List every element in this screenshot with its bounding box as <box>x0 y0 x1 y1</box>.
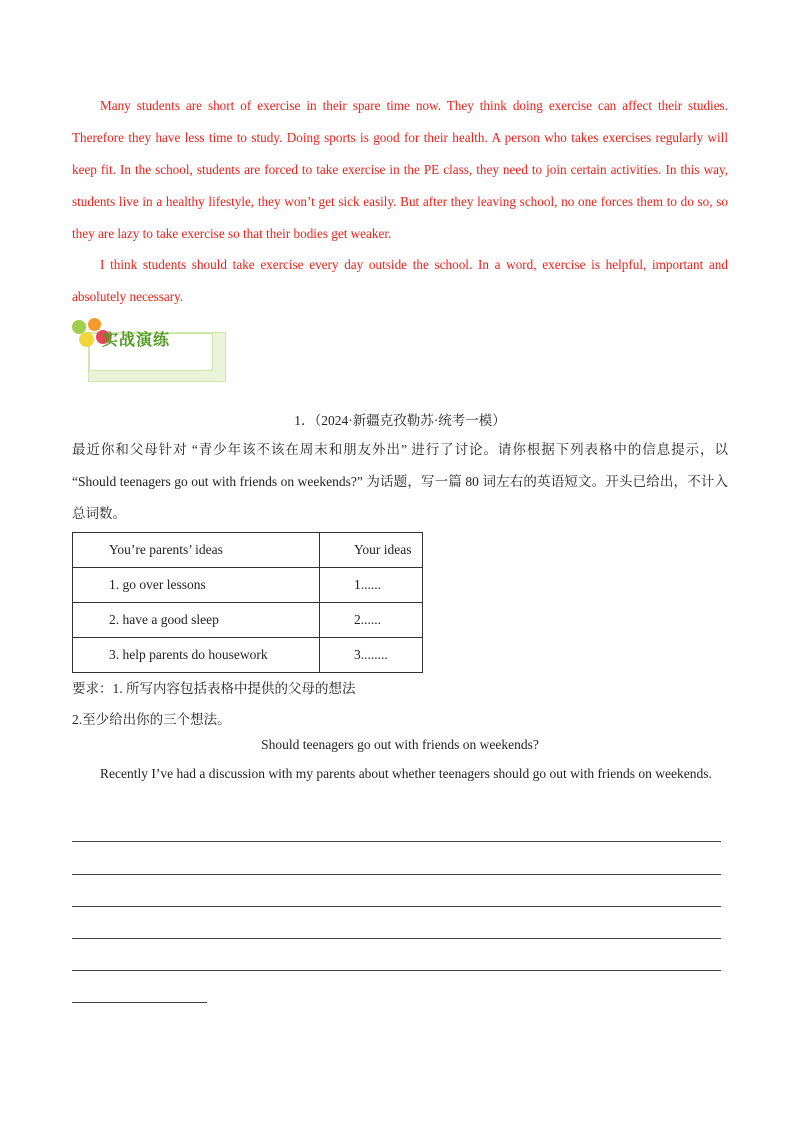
sample-paragraph-1: Many students are short of exercise in their spare time now. They think doing exercise can affect their studies. Therefore they have less time to study. Doing sports is good for their health. A person who takes exercises regularly will keep fit. In the school, students are forced to take exercise in the PE class, they need to join certain activities. In this way, students live in a healthy lifestyle, they won’t get sick easily. But after they leaving school, no one forces them to do so, so they are lazy to take exercise so that their bodies get weaker. <box>72 98 728 241</box>
essay-title: Should teenagers go out with friends on weekends? <box>261 737 539 752</box>
writing-line[interactable] <box>72 1002 207 1003</box>
flower-petal-icon <box>79 332 94 347</box>
question-prompt: 最近你和父母针对 “青少年该不该在周末和朋友外出” 进行了讨论。请你根据下列表格中的信息提示，以 “Should teenagers go out with friends on weekends?” 为话题，写一篇 80 词左右的英语短文。开头已给出，不计入总词数。 <box>72 442 728 521</box>
parent-idea-cell: 2. have a good sleep <box>73 603 320 638</box>
writing-line[interactable] <box>72 841 721 842</box>
essay-opening: Recently I’ve had a discussion with my parents about whether teenagers should go out with friends on weekends. <box>100 766 712 781</box>
sample-paragraph-2: I think students should take exercise every day outside the school. In a word, exercise is helpful, important and absolutely necessary. <box>72 257 728 304</box>
table-row <box>73 568 423 603</box>
your-idea-cell: 2...... <box>320 603 423 638</box>
parent-idea-cell: 3. help parents do housework <box>73 638 320 673</box>
flower-petal-icon <box>88 318 101 331</box>
table-row <box>73 603 423 638</box>
writing-line[interactable] <box>72 874 721 875</box>
table-header-row <box>73 533 423 568</box>
writing-line[interactable] <box>72 970 721 971</box>
requirement-2: 2.至少给出你的三个想法。 <box>72 712 231 727</box>
your-idea-cell: 3........ <box>320 638 423 673</box>
header-your-ideas: Your ideas <box>320 533 423 568</box>
ideas-table <box>72 532 423 673</box>
writing-line[interactable] <box>72 938 721 939</box>
table-row <box>73 638 423 673</box>
writing-line[interactable] <box>72 906 721 907</box>
question-title: 1．（2024·新疆克孜勒苏·统考一模） <box>294 413 506 428</box>
header-parents-ideas: You’re parents’ ideas <box>73 533 320 568</box>
requirement-1: 要求：1. 所写内容包括表格中提供的父母的想法 <box>72 681 356 696</box>
your-idea-cell: 1...... <box>320 568 423 603</box>
parent-idea-cell: 1. go over lessons <box>73 568 320 603</box>
section-title: 实战演练 <box>102 330 171 349</box>
section-badge <box>72 318 230 384</box>
